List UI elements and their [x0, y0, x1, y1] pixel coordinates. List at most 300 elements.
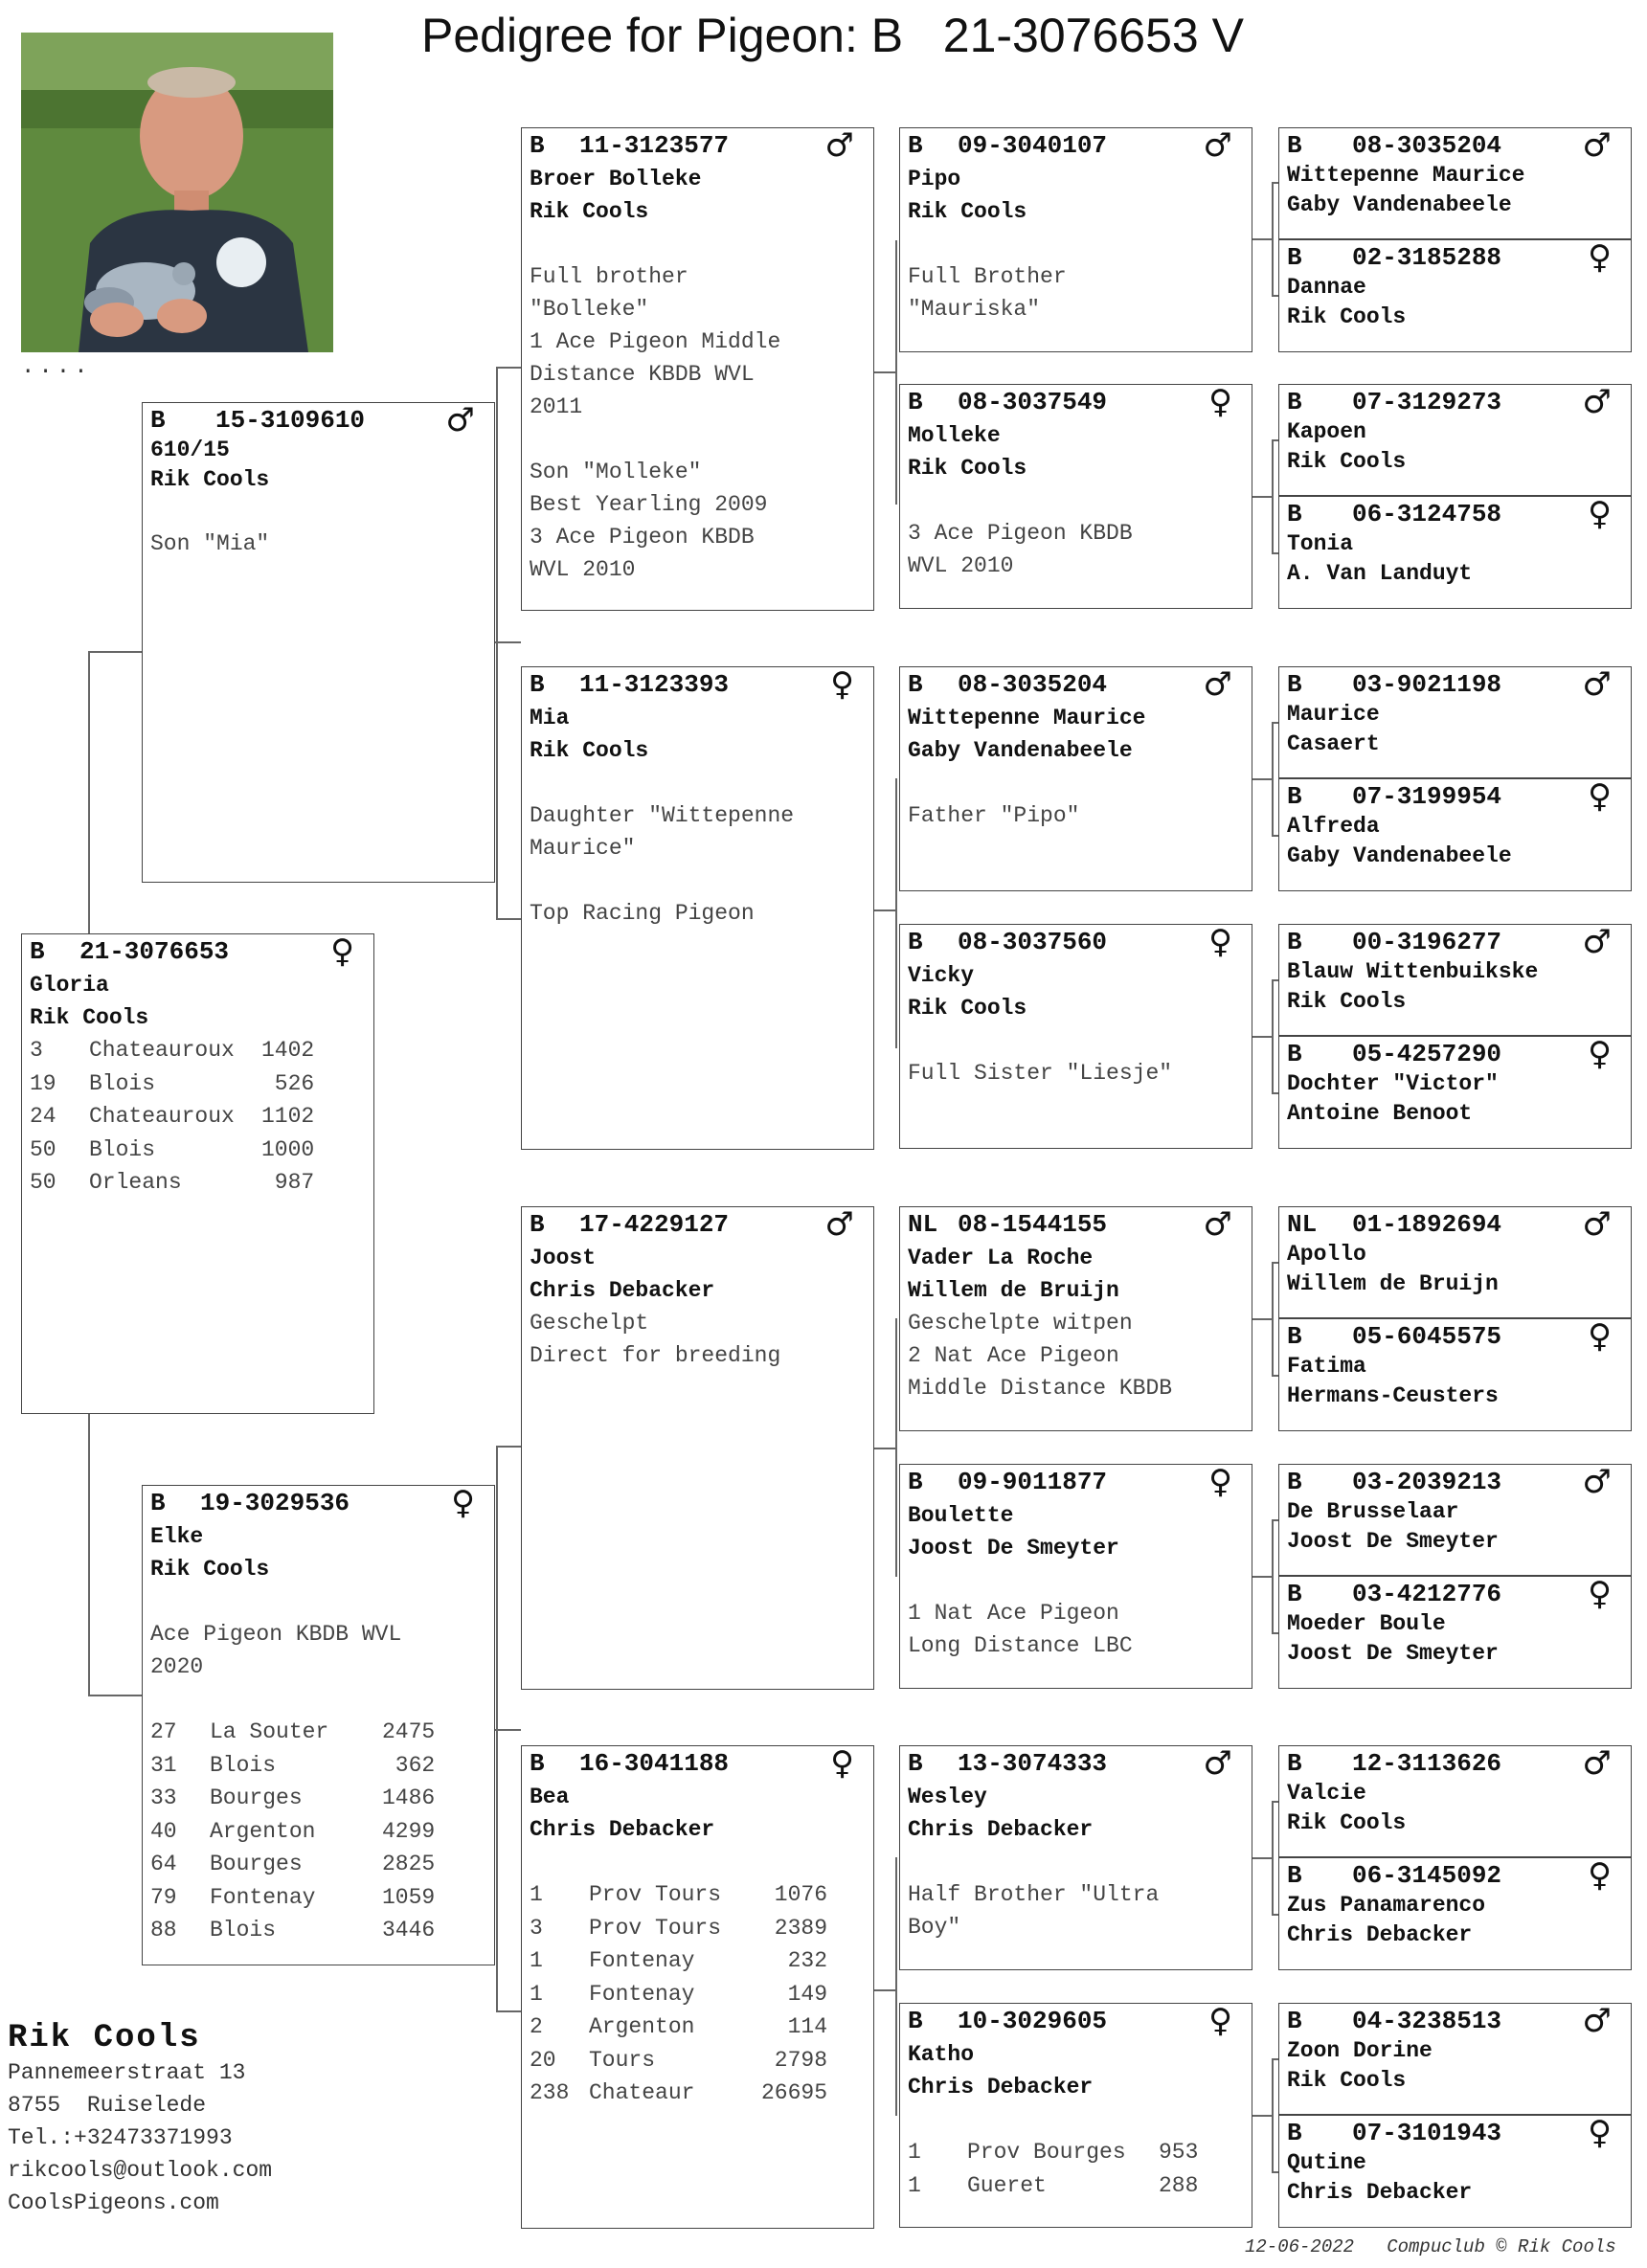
- pigeon-card-ssds[interactable]: [1278, 384, 1632, 496]
- pigeon-name: Joost: [530, 1246, 597, 1270]
- ring-number: 06-3145092: [1352, 1861, 1502, 1890]
- male-icon: ♂: [1203, 1744, 1232, 1783]
- result-row: [908, 2169, 1198, 2203]
- ring-number: 08-3037560: [958, 928, 1108, 956]
- result-place: 27: [150, 1719, 177, 1744]
- pigeon-card-ssss[interactable]: [1278, 127, 1632, 239]
- country-code: B: [1287, 131, 1302, 160]
- pigeon-name: Vicky: [908, 963, 975, 988]
- result-place: 1: [530, 1948, 543, 1973]
- country-code: B: [1287, 2007, 1302, 2035]
- female-icon: ♀: [1588, 2114, 1612, 2152]
- pigeon-note: [900, 767, 1252, 799]
- owner-name: Rik Cools: [908, 456, 1027, 481]
- pigeon-note: [143, 495, 494, 528]
- result-place: 33: [150, 1785, 177, 1810]
- male-icon: ♂: [1203, 126, 1232, 165]
- pigeon-note: Full brother: [530, 264, 688, 289]
- pigeon-card-dddd[interactable]: [1278, 2115, 1632, 2228]
- connector-line: [496, 918, 521, 920]
- pigeon-card-sddd[interactable]: [1278, 1036, 1632, 1149]
- result-row: [150, 1749, 435, 1783]
- pigeon-name: Kapoen: [1287, 419, 1366, 444]
- owner-name: Chris Debacker: [908, 2075, 1094, 2100]
- pigeon-name: Wittepenne Maurice: [908, 706, 1146, 730]
- breeder-info: [8, 2020, 272, 2219]
- card-header: [900, 925, 1252, 959]
- result-row: [530, 1944, 827, 1978]
- results-table: [30, 1034, 314, 1200]
- result-birds: 2825: [382, 1852, 436, 1876]
- country-code: B: [908, 1468, 923, 1496]
- connector-line: [874, 371, 895, 373]
- pigeon-card-dds[interactable]: [899, 1745, 1252, 1970]
- connector-line: [874, 1989, 895, 1991]
- ring-number: 08-3035204: [1352, 131, 1502, 160]
- connector-line: [1272, 182, 1274, 295]
- ring-number: 09-3040107: [958, 131, 1108, 160]
- pigeon-note: Son "Molleke": [530, 460, 702, 484]
- breeder-name: Rik Cools: [8, 2020, 201, 2056]
- result-row: [30, 1034, 314, 1067]
- result-birds: 232: [787, 1948, 828, 1973]
- owner-name: Rik Cools: [150, 467, 270, 492]
- pigeon-card-sdd[interactable]: [899, 924, 1252, 1149]
- more-indicator: ....: [21, 354, 92, 380]
- pigeon-note: WVL 2010: [530, 557, 636, 582]
- result-race: Blois: [89, 1070, 156, 1096]
- male-icon: ♂: [1582, 1205, 1612, 1244]
- pigeon-note: 1 Ace Pigeon Middle: [530, 329, 781, 354]
- result-birds: 2475: [382, 1719, 436, 1744]
- male-icon: ♂: [1582, 2002, 1612, 2040]
- result-race: Fontenay: [589, 1981, 695, 2007]
- card-header: [1279, 1856, 1631, 1895]
- pigeon-note: 3 Ace Pigeon KBDB: [908, 521, 1133, 546]
- female-icon: ♀: [451, 1484, 475, 1522]
- pigeon-card-ddds[interactable]: [1278, 2003, 1632, 2115]
- footer-credit: 12-06-2022 Compuclub © Rik Cools: [1245, 2236, 1616, 2257]
- owner-name: Rik Cools: [1287, 2068, 1407, 2093]
- pigeon-note: [900, 1024, 1252, 1057]
- pigeon-card-dss[interactable]: [899, 1206, 1252, 1431]
- result-race: Fontenay: [589, 1948, 695, 1973]
- card-header: [1279, 126, 1631, 165]
- ring-number: 07-3129273: [1352, 388, 1502, 416]
- result-race: Bourges: [210, 1785, 303, 1810]
- result-place: 1: [908, 2172, 921, 2198]
- country-code: B: [1287, 2119, 1302, 2147]
- result-race: Fontenay: [210, 1884, 316, 1910]
- country-code: B: [1287, 1040, 1302, 1068]
- connector-line: [1252, 496, 1272, 498]
- connector-line: [1252, 1036, 1272, 1038]
- ring-number: 08-1544155: [958, 1210, 1108, 1239]
- connector-line: [1272, 2058, 1278, 2060]
- owner-name: Rik Cools: [908, 199, 1027, 224]
- result-place: 40: [150, 1818, 177, 1844]
- country-code: B: [1287, 388, 1302, 416]
- connector-line: [1272, 1914, 1278, 1916]
- country-code: B: [30, 937, 45, 966]
- female-icon: ♀: [1588, 1856, 1612, 1895]
- female-icon: ♀: [1588, 1317, 1612, 1356]
- card-header: [900, 1465, 1252, 1499]
- ring-number: 07-3101943: [1352, 2119, 1502, 2147]
- connector-line: [1252, 1318, 1272, 1320]
- female-icon: ♀: [1588, 777, 1612, 816]
- result-race: La Souter: [210, 1719, 329, 1744]
- country-code: B: [1287, 243, 1302, 272]
- card-header: [1279, 383, 1631, 421]
- pigeon-note: Father "Pipo": [908, 803, 1080, 828]
- ring-number: 09-9011877: [958, 1468, 1108, 1496]
- owner-name: Rik Cools: [1287, 989, 1407, 1014]
- female-icon: ♀: [1588, 1575, 1612, 1613]
- pigeon-card-ddd[interactable]: [899, 2003, 1252, 2228]
- result-row: [530, 2010, 827, 2044]
- card-header: [900, 2004, 1252, 2038]
- owner-name: Rik Cools: [150, 1557, 270, 1582]
- male-icon: ♂: [1203, 1205, 1232, 1244]
- pigeon-card-dd[interactable]: [521, 1745, 874, 2229]
- card-header: [1279, 238, 1631, 277]
- result-race: Bourges: [210, 1852, 303, 1876]
- pigeon-card-sdsd[interactable]: [1278, 778, 1632, 891]
- pigeon-note: [900, 1846, 1252, 1878]
- ring-number: 05-6045575: [1352, 1322, 1502, 1351]
- female-icon: ♀: [1208, 383, 1232, 421]
- connector-line: [495, 1729, 521, 1731]
- result-race: Argenton: [210, 1818, 316, 1844]
- result-row: [530, 2077, 827, 2110]
- male-icon: ♂: [1582, 665, 1612, 704]
- pigeon-note: Boy": [908, 1915, 961, 1940]
- ring-number: 01-1892694: [1352, 1210, 1502, 1239]
- card-header: [900, 667, 1252, 702]
- result-place: 238: [530, 2080, 570, 2105]
- country-code: B: [908, 928, 923, 956]
- card-header: [22, 934, 373, 969]
- result-birds: 526: [274, 1070, 315, 1096]
- result-birds: 1102: [261, 1104, 315, 1129]
- result-row: [530, 2044, 827, 2077]
- pigeon-name: Broer Bolleke: [530, 167, 702, 191]
- owner-name: Rik Cools: [1287, 304, 1407, 329]
- result-place: 79: [150, 1884, 177, 1910]
- result-row: [150, 1914, 435, 1947]
- ring-number: 05-4257290: [1352, 1040, 1502, 1068]
- results-table: [150, 1716, 435, 1947]
- card-header: [1279, 1317, 1631, 1356]
- connector-line: [1272, 722, 1278, 724]
- result-place: 64: [150, 1852, 177, 1876]
- country-code: B: [1287, 1861, 1302, 1890]
- result-row: [530, 1878, 827, 1912]
- pigeon-card-sd[interactable]: [521, 666, 874, 1150]
- ring-number: 21-3076653: [79, 937, 230, 966]
- pigeon-note: Son "Mia": [150, 531, 270, 556]
- pigeon-note: WVL 2010: [908, 553, 1014, 578]
- country-code: B: [908, 388, 923, 416]
- connector-line: [895, 240, 897, 505]
- page-title: Pedigree for Pigeon: B 21-3076653 V: [421, 9, 1244, 62]
- owner-name: Gaby Vandenabeele: [1287, 843, 1512, 868]
- country-code: B: [1287, 670, 1302, 699]
- pigeon-card-sss[interactable]: [899, 127, 1252, 352]
- card-header: [143, 401, 494, 439]
- ring-number: 10-3029605: [958, 2007, 1108, 2035]
- breeder-city: 8755 Ruiselede: [8, 2093, 207, 2118]
- result-row: [150, 1782, 435, 1815]
- result-race: Tours: [589, 2047, 656, 2073]
- pigeon-name: Bea: [530, 1785, 570, 1809]
- result-birds: 1402: [261, 1038, 315, 1063]
- pigeon-note: [522, 865, 873, 897]
- owner-name: Gaby Vandenabeele: [1287, 192, 1512, 217]
- connector-line: [1272, 552, 1278, 554]
- pigeon-note: 2011: [530, 394, 583, 419]
- result-birds: 2389: [774, 1915, 828, 1941]
- male-icon: ♂: [1582, 1744, 1612, 1783]
- pigeon-name: Fatima: [1287, 1354, 1366, 1379]
- pigeon-note: Top Racing Pigeon: [530, 901, 755, 926]
- connector-line: [895, 1318, 897, 1577]
- pigeon-card-dam[interactable]: [142, 1485, 495, 1965]
- ring-number: 13-3074333: [958, 1749, 1108, 1778]
- connector-line: [1272, 2171, 1278, 2173]
- result-birds: 362: [395, 1752, 436, 1778]
- card-header: [143, 1486, 494, 1520]
- result-race: Chateauroux: [89, 1038, 235, 1063]
- country-code: B: [908, 131, 923, 160]
- connector-line: [1252, 1857, 1272, 1859]
- pigeon-note: [900, 228, 1252, 260]
- pigeon-card-ddss[interactable]: [1278, 1745, 1632, 1857]
- pigeon-card-ssd[interactable]: [899, 384, 1252, 609]
- female-icon: ♀: [1588, 495, 1612, 533]
- owner-name: Casaert: [1287, 731, 1380, 756]
- result-birds: 26695: [761, 2080, 828, 2105]
- ring-number: 15-3109610: [215, 406, 366, 435]
- owner-name: A. Van Landuyt: [1287, 561, 1473, 586]
- pigeon-name: Gloria: [30, 973, 109, 998]
- pigeon-note: Middle Distance KBDB: [908, 1376, 1173, 1401]
- female-icon: ♀: [830, 665, 854, 704]
- pigeon-card-ds[interactable]: [521, 1206, 874, 1690]
- ring-number: 03-9021198: [1352, 670, 1502, 699]
- pigeon-name: Maurice: [1287, 702, 1380, 727]
- card-header: [1279, 923, 1631, 961]
- connector-line: [1252, 778, 1272, 780]
- breeder-photo: [21, 33, 333, 352]
- pigeon-name: Tonia: [1287, 531, 1354, 556]
- pigeon-name: 610/15: [150, 438, 230, 462]
- result-birds: 2798: [774, 2047, 828, 2073]
- result-place: 1: [908, 2140, 921, 2165]
- pigeon-card-dssd[interactable]: [1278, 1318, 1632, 1431]
- connector-line: [1272, 1519, 1278, 1521]
- card-header: [1279, 1205, 1631, 1244]
- card-header: [1279, 495, 1631, 533]
- owner-name: Joost De Smeyter: [1287, 1641, 1499, 1666]
- card-header: [1279, 1575, 1631, 1613]
- pigeon-name: Katho: [908, 2042, 975, 2067]
- pigeon-name: Vader La Roche: [908, 1246, 1094, 1270]
- pigeon-card-subject[interactable]: [21, 933, 374, 1414]
- owner-name: Rik Cools: [1287, 1810, 1407, 1835]
- male-icon: ♂: [824, 126, 854, 165]
- male-icon: ♂: [1582, 383, 1612, 421]
- owner-name: Chris Debacker: [908, 1817, 1094, 1842]
- ring-number: 03-2039213: [1352, 1468, 1502, 1496]
- pigeon-card-sire[interactable]: [142, 402, 495, 883]
- pigeon-note: Direct for breeding: [530, 1343, 781, 1368]
- pigeon-card-ssdd[interactable]: [1278, 496, 1632, 609]
- result-place: 20: [530, 2047, 556, 2073]
- card-header: [1279, 665, 1631, 704]
- ring-number: 00-3196277: [1352, 928, 1502, 956]
- card-header: [1279, 777, 1631, 816]
- connector-line: [1272, 1519, 1274, 1632]
- male-icon: ♂: [1582, 923, 1612, 961]
- ring-number: 07-3199954: [1352, 782, 1502, 811]
- result-row: [150, 1716, 435, 1749]
- card-header: [900, 128, 1252, 163]
- result-place: 1: [530, 1882, 543, 1907]
- ring-number: 08-3035204: [958, 670, 1108, 699]
- owner-name: Willem de Bruijn: [1287, 1271, 1499, 1296]
- male-icon: ♂: [1203, 665, 1232, 704]
- pigeon-card-ss[interactable]: [521, 127, 874, 611]
- result-place: 31: [150, 1752, 177, 1778]
- pigeon-card-ddsd[interactable]: [1278, 1857, 1632, 1970]
- pigeon-name: Apollo: [1287, 1242, 1366, 1267]
- card-header: [1279, 1744, 1631, 1783]
- pigeon-name: Elke: [150, 1524, 204, 1549]
- result-place: 19: [30, 1070, 56, 1096]
- breeder-email[interactable]: rikcools@outlook.com: [8, 2158, 273, 2183]
- connector-line: [1272, 1801, 1274, 1914]
- owner-name: Rik Cools: [1287, 449, 1407, 474]
- pigeon-note: [522, 423, 873, 456]
- pigeon-note: [143, 1585, 494, 1618]
- connector-line: [88, 1695, 142, 1696]
- female-icon: ♀: [1208, 923, 1232, 961]
- result-row: [150, 1815, 435, 1849]
- connector-line: [1272, 295, 1278, 297]
- country-code: B: [530, 670, 545, 699]
- ring-number: 06-3124758: [1352, 500, 1502, 528]
- card-header: [522, 1207, 873, 1242]
- connector-line: [495, 641, 521, 643]
- pigeon-note: Best Yearling 2009: [530, 492, 768, 517]
- connector-line: [874, 909, 895, 911]
- result-race: Blois: [210, 1918, 277, 1942]
- male-icon: ♂: [1582, 1463, 1612, 1501]
- connector-line: [1272, 1632, 1278, 1634]
- pigeon-name: Qutine: [1287, 2150, 1366, 2175]
- male-icon: ♂: [824, 1205, 854, 1244]
- result-race: Prov Bourges: [967, 2140, 1126, 2165]
- country-code: B: [1287, 1468, 1302, 1496]
- results-table: [530, 1878, 827, 2110]
- pigeon-name: De Brusselaar: [1287, 1499, 1459, 1524]
- country-code: B: [150, 406, 166, 435]
- pigeon-name: Dochter "Victor": [1287, 1071, 1499, 1096]
- pigeon-card-sdss[interactable]: [1278, 666, 1632, 778]
- result-row: [530, 1912, 827, 1945]
- pigeon-note: Daughter "Wittepenne: [530, 803, 795, 828]
- pigeon-note: Distance KBDB WVL: [530, 362, 755, 387]
- connector-line: [1272, 979, 1278, 981]
- country-code: NL: [908, 1210, 938, 1239]
- pigeon-card-sds[interactable]: [899, 666, 1252, 891]
- result-birds: 1076: [774, 1882, 828, 1907]
- pigeon-card-sssd[interactable]: [1278, 239, 1632, 352]
- results-table: [908, 2136, 1198, 2202]
- ring-number: 19-3029536: [200, 1489, 350, 1517]
- connector-line: [1252, 1576, 1272, 1578]
- country-code: B: [530, 1210, 545, 1239]
- country-code: B: [150, 1489, 166, 1517]
- pigeon-note: [900, 2103, 1252, 2136]
- male-icon: ♂: [445, 401, 475, 439]
- connector-line: [1272, 439, 1274, 552]
- result-row: [150, 1881, 435, 1915]
- pigeon-card-dsss[interactable]: [1278, 1206, 1632, 1318]
- card-header: [522, 1746, 873, 1781]
- owner-name: Joost De Smeyter: [1287, 1529, 1499, 1554]
- pigeon-note: Maurice": [530, 836, 636, 861]
- connector-line: [1272, 1262, 1274, 1375]
- owner-name: Chris Debacker: [1287, 1922, 1473, 1947]
- result-birds: 1059: [382, 1884, 436, 1910]
- pigeon-card-dsdd[interactable]: [1278, 1576, 1632, 1689]
- owner-name: Hermans-Ceusters: [1287, 1383, 1499, 1408]
- ring-number: 02-3185288: [1352, 243, 1502, 272]
- result-birds: 114: [787, 2014, 828, 2039]
- pigeon-name: Zus Panamarenco: [1287, 1893, 1486, 1918]
- connector-line: [874, 1448, 895, 1449]
- female-icon: ♀: [1208, 2002, 1232, 2040]
- result-place: 3: [530, 1915, 543, 1941]
- result-birds: 987: [274, 1170, 315, 1195]
- pigeon-card-dsds[interactable]: [1278, 1464, 1632, 1576]
- owner-name: Rik Cools: [30, 1005, 149, 1030]
- owner-name: Chris Debacker: [530, 1278, 715, 1303]
- pigeon-note: [900, 484, 1252, 517]
- pigeon-note: Geschelpte witpen: [908, 1311, 1133, 1336]
- result-race: Prov Tours: [589, 1915, 722, 1941]
- result-row: [908, 2136, 1198, 2169]
- connector-line: [1272, 182, 1278, 184]
- pigeon-card-sdds[interactable]: [1278, 924, 1632, 1036]
- country-code: B: [1287, 500, 1302, 528]
- pigeon-card-dsd[interactable]: [899, 1464, 1252, 1689]
- result-race: Blois: [89, 1136, 156, 1162]
- female-icon: ♀: [1208, 1463, 1232, 1501]
- breeder-address: Pannemeerstraat 13: [8, 2060, 246, 2085]
- result-place: 3: [30, 1038, 43, 1063]
- connector-line: [1252, 2115, 1272, 2117]
- pigeon-name: Moeder Boule: [1287, 1611, 1446, 1636]
- pigeon-name: Wesley: [908, 1785, 987, 1809]
- connector-line: [1252, 238, 1272, 240]
- breeder-website[interactable]: CoolsPigeons.com: [8, 2190, 219, 2215]
- owner-name: Rik Cools: [530, 738, 649, 763]
- owner-name: Antoine Benoot: [1287, 1101, 1473, 1126]
